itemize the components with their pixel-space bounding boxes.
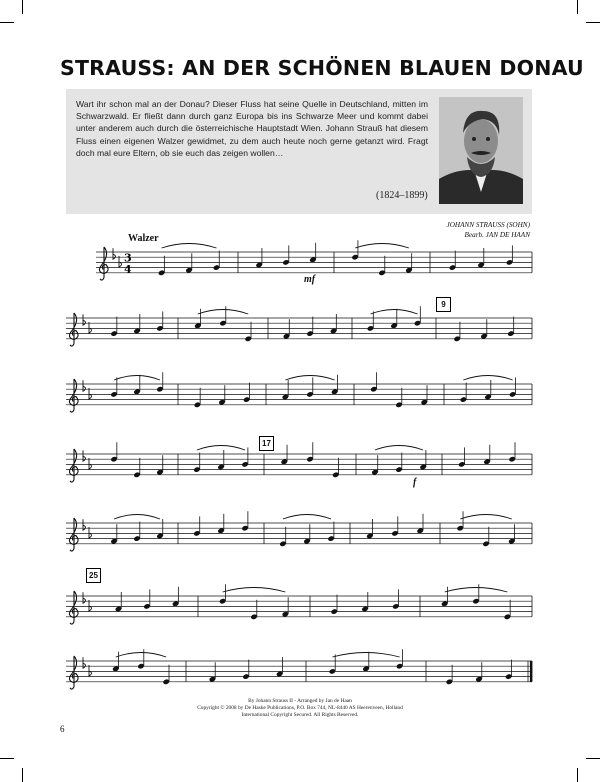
- slur: [285, 376, 334, 381]
- composer-years: (1824–1899): [376, 190, 428, 201]
- flat-sign: [89, 458, 92, 469]
- page-number: 6: [60, 724, 65, 734]
- dynamic-f: f: [413, 477, 417, 488]
- slur: [370, 310, 417, 315]
- slur: [375, 446, 423, 451]
- time-signature: 4: [124, 262, 132, 276]
- copyright-footer: [100, 698, 500, 719]
- intro-text: Wart ihr schon mal an der Donau? Dieser Fluss hat seine Quelle in Deutschland, mitten im Schwarzwald. Er fließt dann durch ganz Europa bis ins Schwarze Meer und kommt dabei unter anderem auch durch die österreichische Hauptstadt Wien. Johann Strauß hat diesem Fluss einen eigenen Walzer gewidmet, zu dem auch heute noch gerne getanzt wird. Fragt doch mal eure Eltern, ob sie euch das zeigen wollen…: [76, 99, 428, 158]
- slur: [162, 244, 217, 249]
- rehearsal-mark-17: 17: [259, 436, 274, 451]
- slur: [114, 515, 160, 520]
- tempo-marking: Walzer: [128, 233, 159, 244]
- slur: [460, 515, 512, 520]
- rehearsal-mark-9: 9: [436, 297, 451, 312]
- slur: [197, 446, 245, 451]
- footer-line-rights: International Copyright Secured. All Rights Reserved.: [241, 712, 359, 718]
- composer-credit: JOHANN STRAUSS (SOHN): [446, 221, 530, 229]
- flat-sign: [89, 665, 92, 676]
- page-title: STRAUSS: AN DER SCHÖNEN BLAUEN DONAU: [60, 56, 584, 80]
- slur: [198, 310, 248, 315]
- slur: [463, 376, 512, 381]
- slur: [223, 588, 286, 593]
- footer-line-arrangement: By Johann Strauss II - Arranged by Jan de Haan: [248, 698, 352, 704]
- time-signature: 3: [124, 251, 132, 265]
- flat-sign: [89, 527, 92, 538]
- flat-sign: [89, 600, 92, 611]
- flat-sign: [89, 388, 92, 399]
- slur: [283, 515, 331, 520]
- flat-sign: [89, 322, 92, 333]
- slur: [355, 244, 409, 249]
- dynamic-mf: mf: [304, 274, 316, 285]
- slur: [114, 376, 160, 381]
- arranger-credit: Bearb. JAN DE HAAN: [464, 231, 530, 239]
- rehearsal-mark-25: 25: [86, 568, 101, 583]
- flat-sign: [119, 256, 122, 267]
- slur: [445, 588, 508, 593]
- footer-line-publisher: Copyright © 2008 by De Haske Publications, P.O. Box 744, NL-8440 AS Heerenveen, Holland: [197, 705, 403, 711]
- slur: [332, 653, 399, 658]
- slur: [116, 653, 166, 658]
